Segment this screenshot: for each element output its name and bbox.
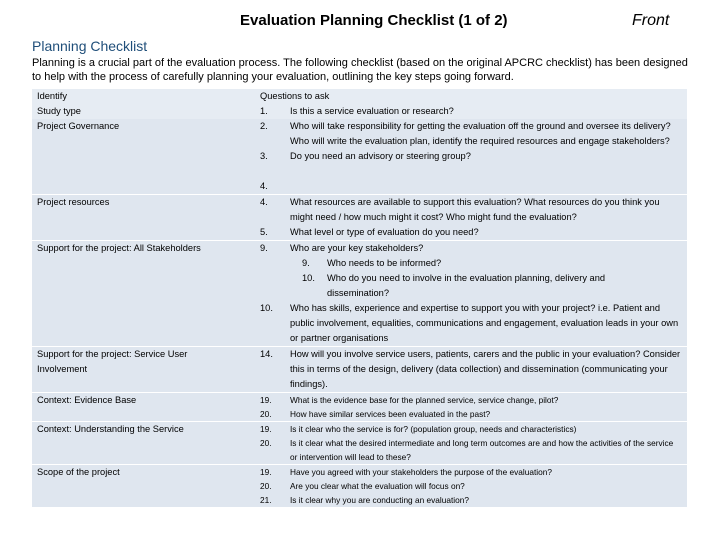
question-number: 19. <box>260 424 272 434</box>
question-number: 4. <box>260 197 268 207</box>
question-text: What is the evidence base for the planned service, service change, pilot? <box>290 395 559 405</box>
question-number: 19. <box>260 467 272 477</box>
row-label-governance: Project Governance <box>32 119 257 195</box>
question-text: What resources are available to support this evaluation? What resources do you think you might need / how much might it cost? Who might fund the evaluation? <box>290 197 660 222</box>
row-label-scope: Scope of the project <box>32 465 257 508</box>
question-number: 20. <box>260 409 272 419</box>
question-number: 20. <box>260 481 272 491</box>
question-text: Who will take responsibility for getting the evaluation off the ground and oversee its delivery? <box>290 121 671 131</box>
question-number: 10. <box>260 303 273 313</box>
checklist-table <box>32 89 687 507</box>
question-text: How have similar services been evaluated in the past? <box>290 409 491 419</box>
table-row <box>32 195 687 241</box>
question-text: Do you need an advisory or steering group? <box>290 151 471 161</box>
question-number: 14. <box>257 347 290 393</box>
question-text: Is it clear why you are conducting an evaluation? <box>290 495 469 505</box>
question-text: Who will write the evaluation plan, identify the required resources and engage stakeholders? <box>290 136 670 146</box>
intro-paragraph: Planning is a crucial part of the evaluation process. The following checklist (based on the original APCRC checklist) has been designed to help with the process of carefully planning your evaluation, outlining the key steps going forward. <box>32 57 688 83</box>
table-row <box>32 241 687 347</box>
question-number: 4. <box>260 181 268 191</box>
sub-question <box>290 271 681 301</box>
question-text: Have you agreed with your stakeholders the purpose of the evaluation? <box>290 467 552 477</box>
row-label-understanding: Context: Understanding the Service <box>32 422 257 465</box>
question-text: Who are your key stakeholders? <box>290 243 424 253</box>
question-text: What level or type of evaluation do you need? <box>290 227 479 237</box>
table-row <box>32 465 687 508</box>
table-row <box>32 119 687 195</box>
question-text: How will you involve service users, patients, carers and the public in your evaluation? Consider this in terms of the design, delivery (data collection) and dissemination (communicating your findings). <box>290 347 687 393</box>
front-label: Front <box>632 12 670 29</box>
question-number: 3. <box>260 151 268 161</box>
page-title: Evaluation Planning Checklist (1 of 2) <box>240 12 508 29</box>
question-number: 19. <box>260 395 272 405</box>
section-title: Planning Checklist <box>32 38 148 54</box>
question-number: 1. <box>260 106 268 116</box>
question-number: 5. <box>260 227 268 237</box>
question-number: 20. <box>260 438 272 448</box>
study-type-label: Study type <box>37 106 81 116</box>
header-questions: Questions to ask <box>260 91 330 101</box>
question-number: 21. <box>260 495 272 505</box>
header-identify: Identify <box>37 91 67 101</box>
question-text: Are you clear what the evaluation will focus on? <box>290 481 465 491</box>
question-text: Who has skills, experience and expertise to support you with your project? i.e. Patient and public involvement, equalities, communications and engagement, evaluation leads in your own or partner organisations <box>290 303 679 343</box>
table-row <box>32 89 687 119</box>
sub-question-number: 9. <box>302 258 310 268</box>
sub-question <box>290 256 681 271</box>
sub-question-number: 10. <box>302 273 315 283</box>
row-label-evidence: Context: Evidence Base <box>32 393 257 422</box>
question-text: Is it clear who the service is for? (population group, needs and characteristics) <box>290 424 577 434</box>
row-label-resources: Project resources <box>32 195 257 241</box>
sub-question-text: Who do you need to involve in the evaluation planning, delivery and dissemination? <box>327 273 606 298</box>
question-text: Is it clear what the desired intermediate and long term outcomes are and how the activities of the service or intervention will lead to these? <box>290 438 674 462</box>
row-label-service-user: Support for the project: Service User Involvement <box>32 347 257 393</box>
table-row <box>32 422 687 465</box>
question-text: Is this a service evaluation or research? <box>290 106 454 116</box>
question-number: 9. <box>260 243 268 253</box>
row-label-stakeholders: Support for the project: All Stakeholders <box>32 241 257 347</box>
sub-question-text: Who needs to be informed? <box>327 258 442 268</box>
question-number: 2. <box>260 121 268 131</box>
table-row <box>32 393 687 422</box>
table-row <box>32 347 687 393</box>
